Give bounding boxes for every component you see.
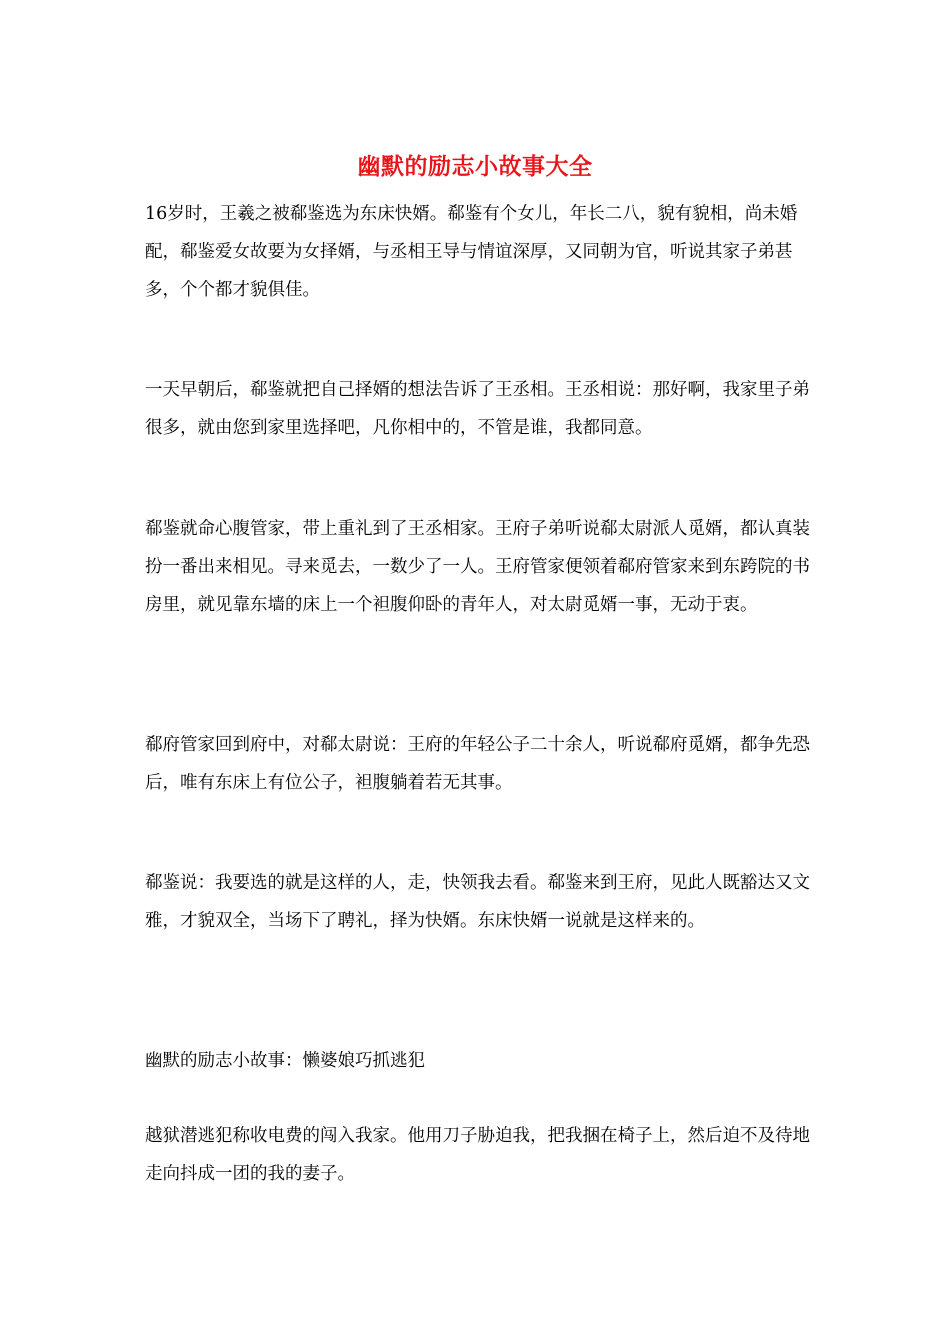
document-title: 幽默的励志小故事大全 bbox=[357, 153, 593, 180]
paragraph-7: 越狱潜逃犯称收电费的闯入我家。他用刀子胁迫我，把我捆在椅子上，然后迫不及待地走向抖成一团的我的妻子。 bbox=[145, 1126, 810, 1184]
paragraph-1: 16岁时，王羲之被郗鉴选为东床快婿。郗鉴有个女儿，年长二八，貌有貌相，尚未婚配，郗鉴爱女故要为女择婿，与丞相王导与情谊深厚，又同朝为官，听说其家子弟甚多，个个都才貌俱佳。 bbox=[145, 204, 798, 300]
paragraph-3: 郗鉴就命心腹管家，带上重礼到了王丞相家。王府子弟听说郗太尉派人觅婿，都认真装扮一番出来相见。寻来觅去，一数少了一人。王府管家便领着郗府管家来到东跨院的书房里，就见靠东墙的床上一个袒腹仰卧的青年人，对太尉觅婿一事，无动于衷。 bbox=[145, 519, 810, 615]
paragraph-4: 郗府管家回到府中，对郗太尉说：王府的年轻公子二十余人，听说郗府觅婿，都争先恐后，唯有东床上有位公子，袒腹躺着若无其事。 bbox=[145, 735, 810, 793]
paragraph-5: 郗鉴说：我要选的就是这样的人，走，快领我去看。郗鉴来到王府，见此人既豁达又文雅，才貌双全，当场下了聘礼，择为快婿。东床快婿一说就是这样来的。 bbox=[145, 873, 810, 931]
paragraph-6-subheading: 幽默的励志小故事：懒婆娘巧抓逃犯 bbox=[145, 1051, 425, 1071]
paragraph-2: 一天早朝后，郗鉴就把自己择婿的想法告诉了王丞相。王丞相说：那好啊，我家里子弟很多，就由您到家里选择吧，凡你相中的，不管是谁，我都同意。 bbox=[145, 380, 810, 438]
